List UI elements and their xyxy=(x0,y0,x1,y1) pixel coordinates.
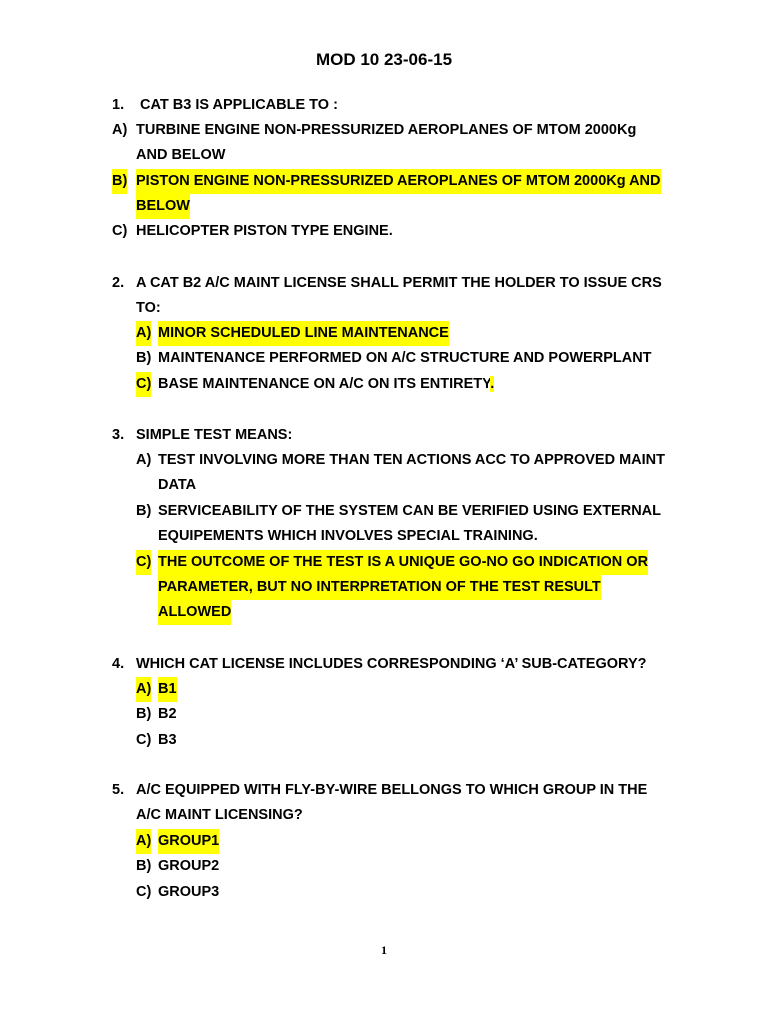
option-label: A) xyxy=(136,677,151,702)
option-text: B2 xyxy=(158,706,177,722)
question-text: A/C MAINT LICENSING? xyxy=(136,807,303,823)
option-label: C) xyxy=(112,223,128,239)
question-number: 4. xyxy=(112,656,125,672)
option-text: SERVICEABILITY OF THE SYSTEM CAN BE VERIFIED USING EXTERNAL xyxy=(158,503,661,519)
page-number: 1 xyxy=(381,943,387,957)
option-text: ALLOWED xyxy=(158,600,231,625)
option-text: B1 xyxy=(158,677,177,702)
option-label: C) xyxy=(136,732,152,748)
option-label: C) xyxy=(136,372,151,397)
option-label: A) xyxy=(136,321,151,346)
option-label: A) xyxy=(136,452,152,468)
option-text: TEST INVOLVING MORE THAN TEN ACTIONS ACC TO APPROVED MAINT xyxy=(158,452,665,468)
option-text: TURBINE ENGINE NON-PRESSURIZED AEROPLANES OF MTOM 2000Kg xyxy=(136,122,637,138)
option-text: GROUP2 xyxy=(158,858,220,874)
option-text: BELOW xyxy=(136,194,190,219)
page-title: MOD 10 23-06-15 xyxy=(315,50,453,69)
question-text: TO: xyxy=(136,300,161,316)
option-label: B) xyxy=(136,858,152,874)
option-text: AND BELOW xyxy=(136,147,226,163)
option-text: MINOR SCHEDULED LINE MAINTENANCE xyxy=(158,321,449,346)
option-label: A) xyxy=(136,829,151,854)
option-text: GROUP1 xyxy=(158,829,219,854)
question-text: SIMPLE TEST MEANS: xyxy=(136,427,293,443)
option-text: B3 xyxy=(158,732,177,748)
option-text-body: BASE MAINTENANCE ON A/C ON ITS ENTIRETY xyxy=(158,376,491,392)
option-text: GROUP3 xyxy=(158,884,220,900)
option-text: HELICOPTER PISTON TYPE ENGINE. xyxy=(136,223,393,239)
question-text: WHICH CAT LICENSE INCLUDES CORRESPONDING ‘A’ SUB-CATEGORY? xyxy=(136,656,647,672)
question-number: 2. xyxy=(112,275,125,291)
question-text: A CAT B2 A/C MAINT LICENSE SHALL PERMIT THE HOLDER TO ISSUE CRS xyxy=(136,275,662,291)
option-text: PISTON ENGINE NON-PRESSURIZED AEROPLANES OF MTOM 2000Kg AND xyxy=(136,169,661,194)
option-text: THE OUTCOME OF THE TEST IS A UNIQUE GO-NO GO INDICATION OR xyxy=(158,550,648,575)
question-text: A/C EQUIPPED WITH FLY-BY-WIRE BELLONGS TO WHICH GROUP IN THE xyxy=(136,782,648,798)
option-label: C) xyxy=(136,884,152,900)
question-text: CAT B3 IS APPLICABLE TO : xyxy=(140,97,338,113)
question-number: 5. xyxy=(112,782,125,798)
option-text: MAINTENANCE PERFORMED ON A/C STRUCTURE AND POWERPLANT xyxy=(158,350,652,366)
option-text xyxy=(158,372,494,397)
option-label: B) xyxy=(136,350,152,366)
option-label: B) xyxy=(136,503,152,519)
option-text: EQUIPEMENTS WHICH INVOLVES SPECIAL TRAINING. xyxy=(158,528,538,544)
option-label: B) xyxy=(136,706,152,722)
option-trailing-mark: . xyxy=(490,376,495,392)
question-number: 1. xyxy=(112,97,125,113)
option-text: PARAMETER, BUT NO INTERPRETATION OF THE TEST RESULT xyxy=(158,575,601,600)
option-label: C) xyxy=(136,550,151,575)
option-label: A) xyxy=(112,122,128,138)
option-text: DATA xyxy=(158,477,197,493)
question-number: 3. xyxy=(112,427,125,443)
option-label: B) xyxy=(112,169,127,194)
